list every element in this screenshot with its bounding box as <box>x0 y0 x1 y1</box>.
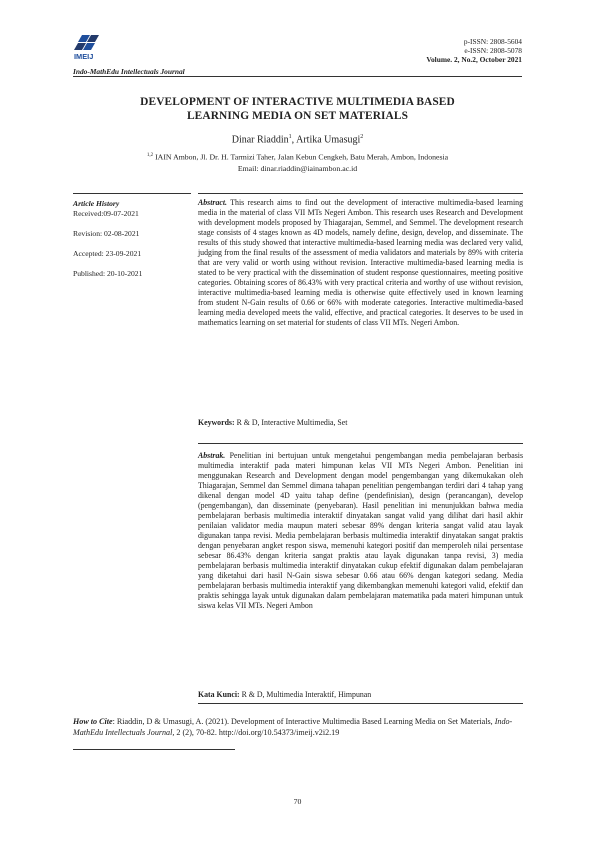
title-line-1: DEVELOPMENT OF INTERACTIVE MULTIMEDIA BASED <box>140 96 455 108</box>
history-revision: Revision: 02-08-2021 <box>73 229 140 238</box>
cite-journal-name: Indo-MathEdu Intellectuals Journal, <box>73 717 513 737</box>
volume-info: Volume. 2, No.2, October 2021 <box>426 55 522 64</box>
abstract-middle-rule <box>198 443 523 444</box>
journal-name: Indo-MathEdu Intellectuals Journal <box>73 67 185 76</box>
keywords-english <box>198 418 347 427</box>
keywords-text: R & D, Interactive Multimedia, Set <box>234 418 348 427</box>
abstract-english <box>198 198 523 328</box>
kata-kunci-label: Kata Kunci: <box>198 690 240 699</box>
how-to-cite <box>73 716 522 738</box>
abstract-indonesian <box>198 451 523 611</box>
history-published: Published: 20-10-2021 <box>73 269 143 278</box>
article-title <box>73 95 522 123</box>
issn-block <box>426 37 522 64</box>
page-number: 70 <box>293 797 302 806</box>
title-line-2: LEARNING MEDIA ON SET MATERIALS <box>186 110 409 122</box>
author-2: Artika Umasugi <box>296 134 361 146</box>
citation-rule <box>73 749 235 750</box>
affiliation-block <box>73 150 522 174</box>
header-divider <box>73 76 522 77</box>
kata-kunci-text: R & D, Multimedia Interaktif, Himpunan <box>239 690 372 699</box>
history-received: Received:09-07-2021 <box>73 209 139 218</box>
affiliation <box>73 150 522 163</box>
journal-logo-mark <box>73 33 107 61</box>
abstract-top-rule <box>198 193 523 194</box>
abstrak-label: Abstrak. <box>198 451 226 460</box>
affiliation-mark: 1,2 <box>146 153 154 158</box>
author-2-affil-mark: 2 <box>360 134 364 140</box>
cite-text-part-1: : Riaddin, D & Umasugi, A. (2021). Development of Interactive Multimedia Based Learning Media on Set Materials, <box>112 717 495 726</box>
cite-text-part-2: 2 (2), 70-82. http://doi.org/10.54373/imeij.v2i2.19 <box>174 728 340 737</box>
abstract-bottom-rule <box>198 703 523 704</box>
author-separator: , <box>291 134 297 146</box>
affiliation-text: IAIN Ambon, Jl. Dr. H. Tarmizi Taher, Jalan Kebun Cengkeh, Batu Merah, Ambon, Indonesia <box>153 152 449 162</box>
author-1: Dinar Riaddin <box>231 134 289 146</box>
p-issn: p-ISSN: 2808-5604 <box>463 37 522 46</box>
abstract-label: Abstract. <box>198 198 227 207</box>
abstrak-text: Penelitian ini bertujuan untuk mengetahui pengembangan media pembelajaran berbasis multimedia interaktif pada materi himpunan kelas VII MTs Negeri Ambon. Penelitian ini menggunakan Research and Development dengan model pengembangan yang dikemukakan oleh Thiagarajan, Semmel dan Semmel dimana tahapan penelitian pengembangan terdiri dari 4 tahap yang dikenal dengan model 4D yaitu tahap define (pendefinisian), design (perancangan), develop (pengembangan), dan disseminate (penyebaran). Hasil penelitian ini menunjukkan bahwa media pembelajaran berbasis multimedia interaktif dinyatakan sangat valid yang dilihat dari hasil akhir penilaian validator media maupun materi sebesar 89% dengan kriteria sangat valid atau layak digunakan tanpa revisi. Media pembelajaran berbasis multimedia interaktif dinyatakan sangat praktis dengan penyebaran angket respon siswa, memenuhi kategori positif dan memperoleh nilai persentase sebesar 86.43% dengan kriteria sangat praktis atau layak digunakan tanpa revisi, 3) media pembelajaran berbasis multimedia interaktif dinyatakan cukup efektif digunakan dalam pembelajaran yang diketahui dari hasil N-Gain siswa sebesar 0.66 atau 66% dengan kategori sedang. Media pembelajaran berbasis multimedia interaktif yang dikembangkan memenuhi kategori valid, efektif dan praktis sehingga layak untuk digunakan dalam pembelajaran matematika pada materi himpunan untuk siswa kelas VII MTs. Negeri Ambon <box>198 451 523 610</box>
keywords-label: Keywords: <box>198 418 235 427</box>
journal-logo <box>73 33 107 61</box>
author-1-affil-mark: 1 <box>288 134 292 140</box>
history-heading: Article History <box>73 199 120 208</box>
abstract-text: This research aims to find out the development of interactive multimedia-based learning media in the material of class VII MTs Negeri Ambon. This research uses Research and Development with development models proposed by Thiagarajan, Semmel, and Semmel. The development research stage consists of 4 stages known as 4D models, namely define, design, develop, and disseminate. The results of this study showed that interactive multimedia-based learning media was declared very valid, judging from the final results of the assessment of media validators and materials by 89% with criteria that are very valid or worth using without revision. Interactive multimedia-based learning media is stated to be very practical with the dissemination of student response questionnaires, meeting positive categories. Obtaining scores of 86.43% with very practical criteria and worthy of use without revision, interactive multimedia-based learning media is otherwise quite effectively used in known learning from student N-Gain results of 0.66 or 66% with moderate categories. Interactive multimedia-based learning media developed meets the valid, effective, and practical categories. It deserves to be used in mathematics learning on set material for students of class VII MTs. Negeri Ambon. <box>198 198 523 327</box>
article-history <box>73 199 193 279</box>
cite-label: How to Cite <box>73 717 113 726</box>
e-issn: e-ISSN: 2808-5078 <box>464 46 522 55</box>
author-list <box>73 134 522 145</box>
author-email: Email: dinar.riaddin@iainambon.ac.id <box>237 163 358 173</box>
history-accepted: Accepted: 23-09-2021 <box>73 249 142 258</box>
logo-text: IMEIJ <box>74 52 94 61</box>
keywords-indonesian <box>198 690 371 699</box>
history-top-rule <box>73 193 191 194</box>
